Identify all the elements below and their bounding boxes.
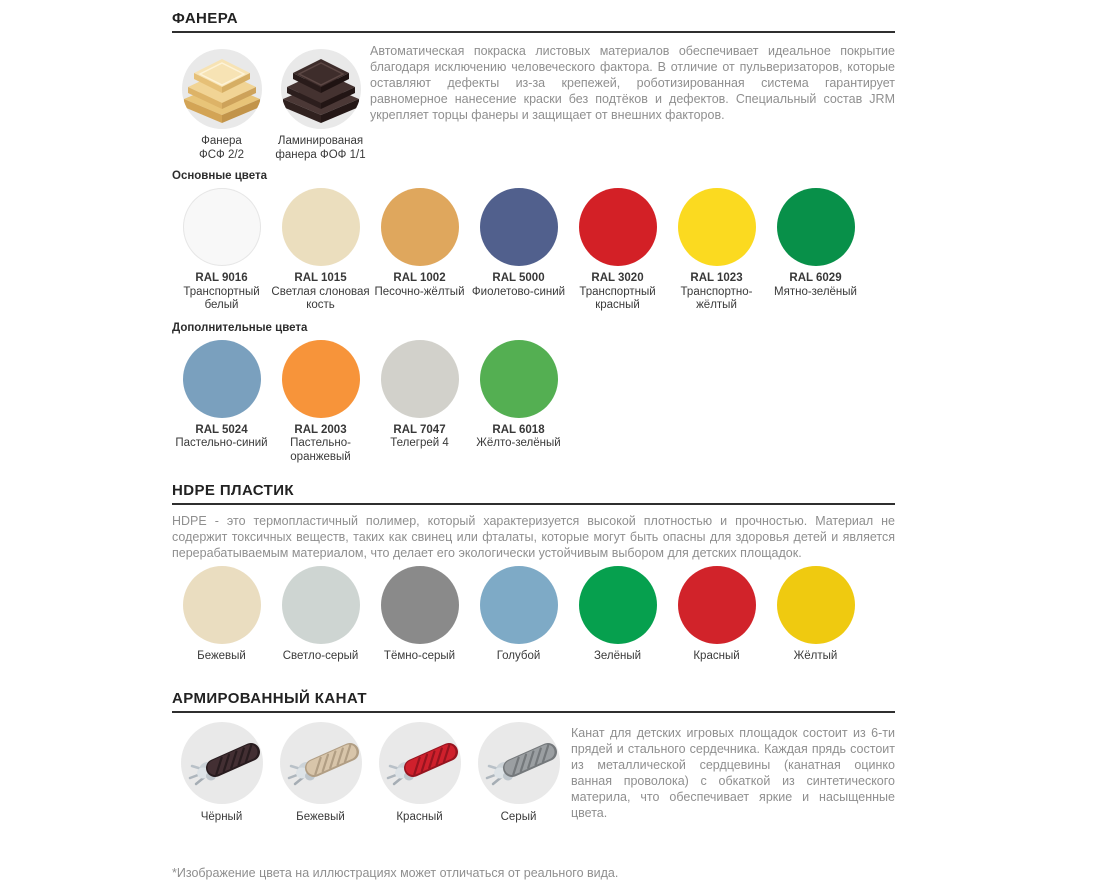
plywood-section-title: ФАНЕРА	[172, 10, 239, 27]
color-name: Зелёный	[593, 650, 642, 662]
color-swatch	[271, 566, 370, 664]
color-swatch	[568, 188, 667, 313]
color-name: Жёлто-зелёный	[476, 437, 561, 449]
color-ral-code: RAL 5000	[492, 272, 545, 284]
color-circle	[678, 188, 756, 266]
color-name: Жёлтый	[793, 650, 838, 662]
color-ral-code: RAL 1002	[393, 272, 446, 284]
rope-color-name: Серый	[500, 810, 537, 823]
color-swatch	[172, 566, 271, 664]
rope-image	[378, 721, 462, 805]
color-ral-code: RAL 1015	[294, 272, 347, 284]
color-circle	[579, 566, 657, 644]
rope-swatches	[172, 721, 568, 825]
rope-image	[279, 721, 363, 805]
color-circle	[381, 566, 459, 644]
color-circle	[282, 188, 360, 266]
figure-label-line: ФСФ 2/2	[199, 149, 244, 161]
additional-colors-label: Дополнительные цвета	[172, 321, 308, 334]
color-swatch	[370, 340, 469, 465]
rope-section-title: АРМИРОВАННЫЙ КАНАТ	[172, 689, 367, 707]
plywood-fsf-image	[182, 49, 262, 129]
color-swatch	[172, 188, 271, 313]
color-ral-code: RAL 6029	[789, 272, 842, 284]
color-swatch	[370, 566, 469, 664]
color-name: Пастельно-оранжевый	[290, 437, 351, 463]
rope-swatch	[370, 721, 469, 825]
color-circle	[480, 340, 558, 418]
color-circle	[777, 566, 855, 644]
color-swatch	[667, 566, 766, 664]
color-ral-code: RAL 7047	[393, 423, 446, 436]
color-name: Пастельно-синий	[175, 437, 268, 449]
color-ral-code: RAL 2003	[294, 423, 347, 436]
figure-label-line: Фанера	[201, 135, 242, 147]
color-swatch	[469, 340, 568, 465]
main-colors-label: Основные цвета	[172, 170, 267, 182]
plywood-laminated-figure	[271, 49, 370, 162]
color-name: Тёмно-серый	[383, 650, 456, 662]
color-swatch	[568, 566, 667, 664]
color-name: Транспортный красный	[579, 285, 656, 311]
color-circle	[777, 188, 855, 266]
color-circle	[678, 566, 756, 644]
hdpe-description: HDPE - это термопластичный полимер, который характеризуется высокой плотностью и прочностью. Материал не содержит токсичных веществ, таких как свинец или фталаты, которые могут быть опасны для здоровья детей и является перерабатываемым материалом, что делает его экологически устойчивым выбором для детских площадок.	[172, 514, 895, 560]
color-name: Транспортный белый	[183, 285, 260, 311]
color-circle	[381, 340, 459, 418]
color-circle	[183, 188, 261, 266]
plywood-media-row	[172, 44, 895, 162]
plywood-fsf-label	[172, 134, 271, 162]
plywood-laminated-image	[281, 49, 361, 129]
color-circle	[381, 188, 459, 266]
color-swatch	[469, 188, 568, 313]
color-name: Фиолетово-синий	[471, 285, 566, 298]
hdpe-colors-row	[172, 566, 895, 664]
section-divider	[172, 503, 895, 505]
rope-image	[180, 721, 264, 805]
section-divider	[172, 711, 895, 713]
color-name: Светло-серый	[282, 650, 359, 662]
color-circle	[480, 188, 558, 266]
rope-color-name: Чёрный	[200, 810, 243, 823]
section-divider	[172, 31, 895, 33]
color-name: Красный	[693, 650, 740, 662]
figure-label-line: Ламинированая	[277, 135, 364, 147]
color-name: Телегрей 4	[390, 437, 449, 449]
color-swatch	[271, 188, 370, 313]
rope-color-name: Красный	[396, 810, 443, 823]
color-name: Песочно-жёлтый	[374, 285, 465, 298]
color-swatch	[370, 188, 469, 313]
hdpe-section-title: HDPE ПЛАСТИК	[172, 482, 294, 499]
color-circle	[282, 340, 360, 418]
color-ral-code: RAL 6018	[492, 423, 545, 436]
color-circle	[579, 188, 657, 266]
rope-swatch	[271, 721, 370, 825]
color-name: Бежевый	[197, 650, 246, 662]
rope-description: Канат для детских игровых площадок состоит из 6-ти прядей и стального сердечника. Каждая прядь состоит из металлической сердцевины (канатная оцинко ванная проволока) с обкаткой из синтетического материла, что обеспечивает яркие и насыщенные цвета.	[571, 725, 895, 820]
color-swatch	[766, 566, 865, 664]
color-disclaimer-note: *Изображение цвета на иллюстрациях может отличаться от реального вида.	[172, 866, 619, 880]
rope-color-name: Бежевый	[296, 810, 345, 823]
color-ral-code: RAL 3020	[591, 272, 644, 284]
main-colors-row	[172, 188, 895, 313]
color-swatch	[766, 188, 865, 313]
additional-colors-row	[172, 340, 895, 465]
rope-swatch	[469, 721, 568, 825]
color-ral-code: RAL 5024	[195, 423, 248, 436]
color-ral-code: RAL 1023	[690, 272, 743, 284]
color-circle	[282, 566, 360, 644]
page-content	[172, 10, 895, 880]
rope-image	[477, 721, 561, 805]
color-name: Голубой	[496, 650, 541, 662]
color-name: Мятно-зелёный	[774, 285, 857, 298]
plywood-description: Автоматическая покраска листовых материалов обеспечивает идеальное покрытие благодаря исключению человеческого фактора. В отличие от пульверизаторов, которые оставляют дефекты из-за крепежей, роботизированная система гарантирует равномерное нанесение краски без подтёков и дефектов. Специальный состав JRM укрепляет торцы фанеры и защищает от внешних факторов.	[370, 44, 895, 122]
rope-row	[172, 721, 895, 825]
rope-swatch	[172, 721, 271, 825]
color-swatch	[667, 188, 766, 313]
color-name: Светлая слоновая кость	[271, 285, 370, 311]
color-circle	[183, 340, 261, 418]
color-circle	[480, 566, 558, 644]
figure-label-line: фанера ФОФ 1/1	[275, 149, 366, 161]
color-name: Транспортно-жёлтый	[680, 285, 753, 311]
plywood-laminated-label	[271, 134, 370, 162]
plywood-fsf-figure	[172, 49, 271, 162]
color-swatch	[172, 340, 271, 465]
color-ral-code: RAL 9016	[195, 272, 248, 284]
color-swatch	[469, 566, 568, 664]
color-circle	[183, 566, 261, 644]
color-swatch	[271, 340, 370, 465]
